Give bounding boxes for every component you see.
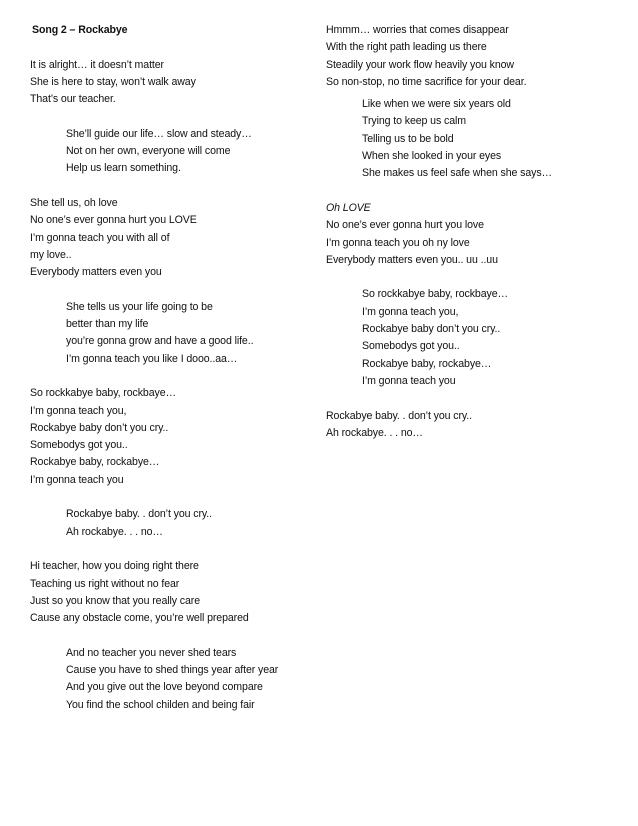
lyric-line: Hmmm… worries that comes disappear — [326, 24, 509, 36]
lyric-line: Rockabye baby. . don’t you cry.. — [66, 508, 212, 521]
lyric-line: Cause you have to shed things year after year — [66, 663, 279, 676]
lyric-line: So rockkabye baby, rockbaye… — [362, 288, 508, 301]
lyric-line: you’re gonna grow and have a good life.. — [66, 335, 254, 348]
lyric-line: Steadily your work flow heavily you know — [326, 58, 514, 71]
lyric-line: better than my life — [66, 318, 149, 331]
right-column — [326, 22, 552, 442]
lyric-line: That’s our teacher. — [30, 93, 116, 106]
lyric-line: Rockabye baby, rockabye… — [362, 357, 492, 370]
lyric-line: Somebodys got you.. — [30, 439, 128, 452]
lyric-line: So non-stop, no time sacrifice for your dear. — [326, 75, 527, 88]
lyric-line: She tells us your life going to be — [66, 300, 213, 313]
lyric-line: And no teacher you never shed tears — [66, 646, 237, 659]
lyric-line: I’m gonna teach you, — [30, 404, 127, 417]
lyric-line: I’m gonna teach you with all of — [30, 231, 170, 244]
lyric-line: She is here to stay, won’t walk away — [30, 75, 196, 88]
song-title: Song 2 – Rockabye — [32, 24, 128, 36]
lyric-line: She’ll guide our life… slow and steady… — [66, 127, 252, 140]
lyric-line: And you give out the love beyond compare — [66, 681, 263, 694]
lyric-line: I’m gonna teach you, — [362, 305, 459, 318]
lyric-line: No one’s ever gonna hurt you love — [326, 219, 484, 232]
lyric-line: No one’s ever gonna hurt you LOVE — [30, 214, 197, 227]
lyric-line: With the right path leading us there — [326, 41, 487, 54]
lyric-line: Not on her own, everyone will come — [66, 145, 231, 158]
lyric-line: When she looked in your eyes — [362, 150, 502, 163]
lyric-line: Just so you know that you really care — [30, 594, 201, 607]
lyric-line: my love.. — [30, 248, 72, 261]
lyric-line: I’m gonna teach you like I dooo..aa… — [66, 352, 238, 365]
lyric-line: You find the school childen and being fair — [66, 698, 255, 711]
lyric-line: It is alright… it doesn’t matter — [30, 58, 164, 71]
lyric-line: Trying to keep us calm — [362, 115, 466, 128]
lyric-line: Rockabye baby, rockabye… — [30, 456, 160, 469]
lyric-line: So rockkabye baby, rockbaye… — [30, 387, 176, 400]
lyric-line: I’m gonna teach you — [362, 374, 456, 387]
lyric-line: I’m gonna teach you — [30, 473, 124, 486]
lyric-line: Oh LOVE — [326, 201, 371, 214]
left-column — [30, 22, 278, 714]
lyric-line: Everybody matters even you — [30, 266, 162, 279]
lyric-line: She tell us, oh love — [30, 196, 118, 209]
lyric-line: Ah rockabye. . . no… — [66, 525, 163, 538]
lyric-line: Ah rockabye. . . no… — [326, 426, 423, 439]
lyric-line: Rockabye baby don’t you cry.. — [30, 421, 169, 434]
lyric-line: Rockabye baby. . don’t you cry.. — [326, 409, 472, 422]
lyric-line: Telling us to be bold — [362, 132, 454, 145]
lyric-line: Cause any obstacle come, you’re well prepared — [30, 612, 249, 625]
lyric-line: Teaching us right without no fear — [30, 577, 180, 590]
lyric-line: Everybody matters even you.. uu ..uu — [326, 253, 498, 266]
lyric-line: Help us learn something. — [66, 162, 181, 175]
lyric-line: I’m gonna teach you oh ny love — [326, 236, 470, 249]
lyric-line: Somebodys got you.. — [362, 340, 460, 353]
lyric-line: Rockabye baby don’t you cry.. — [362, 323, 501, 336]
lyric-line: She makes us feel safe when she says… — [362, 167, 553, 180]
lyric-line: Hi teacher, how you doing right there — [30, 560, 199, 573]
lyric-line: Like when we were six years old — [362, 98, 511, 111]
